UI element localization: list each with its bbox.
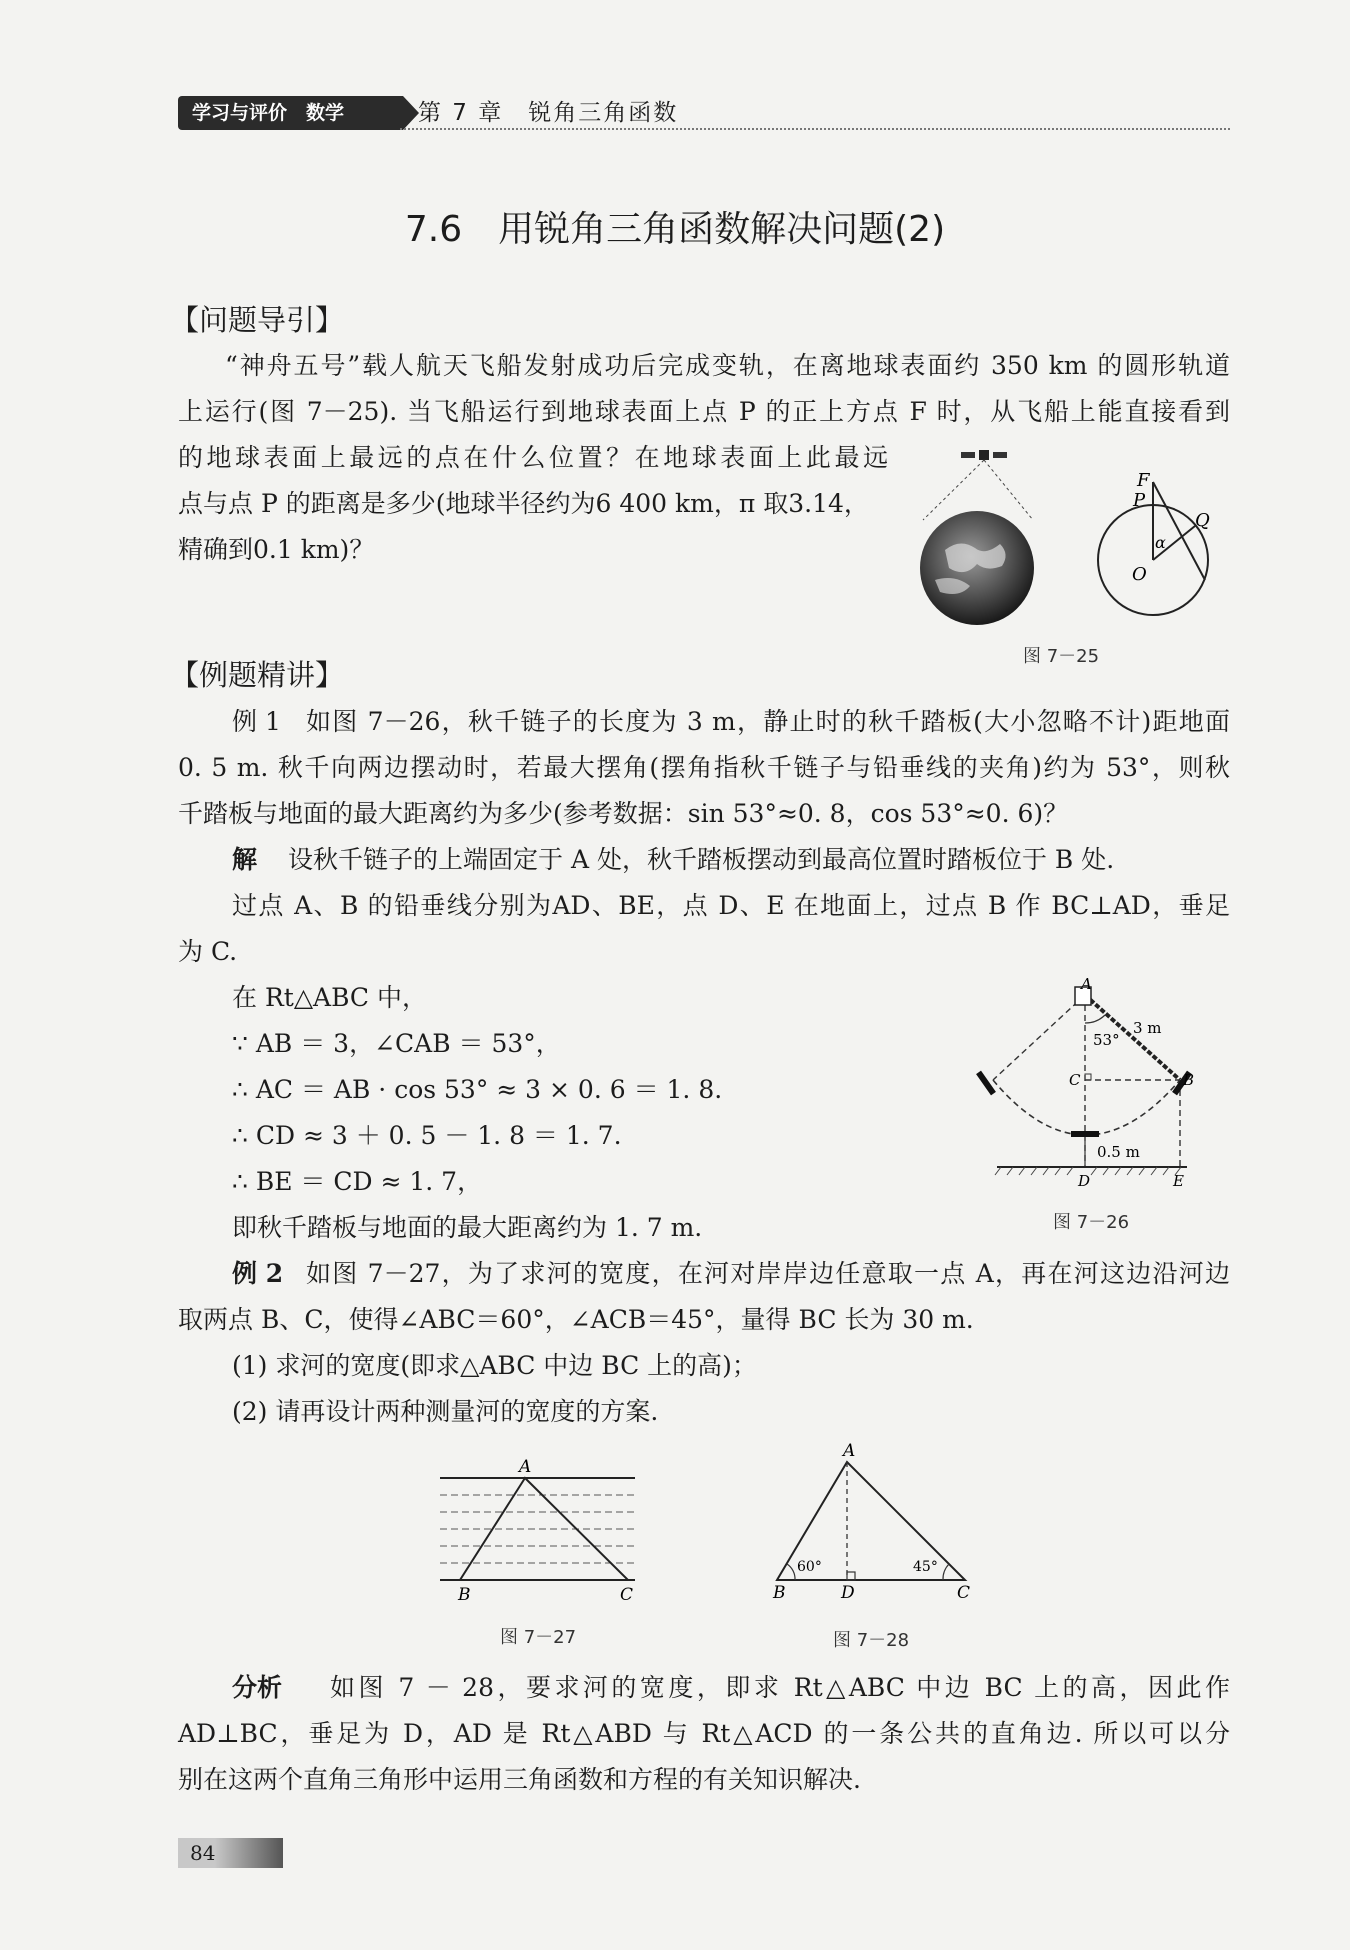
label-E: E <box>1173 1172 1184 1190</box>
header-rule <box>400 128 1230 130</box>
label-C: C <box>957 1583 971 1603</box>
intro-line-2: 上运行(图 7－25). 当飞船运行到地球表面上点 P 的正上方点 F 时，从飞船上能直接看到 <box>178 397 1230 426</box>
ex1-line-3: 千踏板与地面的最大距离约为多少(参考数据：sin 53°≈0. 8，cos 53°≈0. 6)？ <box>178 799 1069 828</box>
label-C: C <box>1069 1071 1081 1089</box>
ex2-line-1: 如图 7－27，为了求河的宽度，在河对岸岸边任意取一点 A，再在河这边沿河边 <box>306 1259 1230 1288</box>
label-F: F <box>1137 470 1150 491</box>
figure-7-25 <box>905 440 1225 630</box>
label-angle: 53° <box>1093 1031 1120 1049</box>
label-A: A <box>1081 975 1092 993</box>
analysis-line-2: AD⊥BC，垂足为 D，AD 是 Rt△ABD 与 Rt△ACD 的一条公共的直角边. 所以可以分 <box>178 1719 1230 1748</box>
page-title: 7.6 用锐角三角函数解决问题(2) <box>404 209 946 250</box>
satellite-icon <box>961 450 1007 460</box>
caption-7-26: 图 7－26 <box>1053 1212 1130 1233</box>
header-badge: 学习与评价 数学 <box>178 96 403 130</box>
label-A: A <box>843 1441 856 1461</box>
ex2-line-4: (2) 请再设计两种测量河的宽度的方案. <box>232 1397 659 1426</box>
ex1-sol-line-1: 设秋千链子的上端固定于 A 处，秋千踏板摆动到最高位置时踏板位于 B 处. <box>288 845 1115 874</box>
ex1-sol-line-6: ∴ AC ＝ AB · cos 53° ≈ 3 × 0. 6 ＝ 1. 8. <box>232 1075 723 1104</box>
header-chapter: 第 7 章 锐角三角函数 <box>418 100 679 126</box>
label-A: A <box>519 1457 532 1477</box>
intro-line-1: “神舟五号”载人航天飞船发射成功后完成变轨，在离地球表面约 350 km 的圆形轨道 <box>225 351 1230 380</box>
label-B: B <box>458 1585 471 1605</box>
analysis-line-3: 别在这两个直角三角形中运用三角函数和方程的有关知识解决. <box>178 1765 861 1794</box>
figure-7-26 <box>975 975 1200 1195</box>
label-chain: 3 m <box>1133 1019 1162 1037</box>
caption-7-25: 图 7－25 <box>1023 646 1100 667</box>
ex1-line-1: 如图 7－26，秋千链子的长度为 3 m，静止时的秋千踏板(大小忽略不计)距地面 <box>306 707 1230 736</box>
label-P: P <box>1133 490 1146 511</box>
page-number: 84 <box>178 1838 283 1868</box>
ex2-line-3: (1) 求河的宽度(即求△ABC 中边 BC 上的高)； <box>232 1351 757 1380</box>
swing-arc <box>993 1080 1180 1135</box>
ex1-sol-line-2: 过点 A、B 的铅垂线分别为AD、BE，点 D、E 在地面上，过点 B 作 BC⊥AD，垂足 <box>232 891 1230 920</box>
intro-line-4: 点与点 P 的距离是多少(地球半径约为6 400 km，π 取3.14， <box>178 489 869 518</box>
earth-image <box>920 511 1034 625</box>
examples-heading: 【例题精讲】 <box>170 658 345 692</box>
analysis-line-1: 如图 7 － 28，要求河的宽度，即求 Rt△ABC 中边 BC 上的高，因此作 <box>330 1673 1230 1702</box>
ex1-label: 例 1 <box>232 707 281 736</box>
ex1-sol-line-5: ∵ AB ＝ 3，∠CAB ＝ 53°， <box>232 1029 561 1058</box>
ex1-sol-line-9: 即秋千踏板与地面的最大距离约为 1. 7 m. <box>232 1213 703 1242</box>
figure-7-28 <box>765 1440 980 1610</box>
ex1-sol-line-8: ∴ BE ＝ CD ≈ 1. 7， <box>232 1167 483 1196</box>
label-angle-b: 60° <box>797 1559 822 1575</box>
label-angle-c: 45° <box>913 1559 938 1575</box>
ex1-line-2: 0. 5 m. 秋千向两边摆动时，若最大摆角(摆角指秋千链子与铅垂线的夹角)约为 53°，则秋 <box>178 753 1230 782</box>
label-alpha: α <box>1155 533 1166 552</box>
label-D: D <box>841 1583 855 1603</box>
label-D: D <box>1078 1172 1091 1190</box>
caption-7-28: 图 7－28 <box>833 1630 910 1651</box>
label-B: B <box>1183 1071 1195 1089</box>
analysis-label: 分析 <box>232 1673 283 1702</box>
seat-left <box>976 1071 996 1096</box>
label-B: B <box>773 1583 786 1603</box>
ex1-sol-line-7: ∴ CD ≈ 3 ＋ 0. 5 － 1. 8 ＝ 1. 7. <box>232 1121 622 1150</box>
ex2-label: 例 2 <box>232 1259 284 1288</box>
caption-7-27: 图 7－27 <box>500 1627 577 1648</box>
intro-line-5: 精确到0.1 km)？ <box>178 535 375 564</box>
label-Q: Q <box>1195 510 1210 531</box>
label-height: 0.5 m <box>1097 1143 1140 1161</box>
figure-7-27 <box>430 1450 650 1610</box>
problem-intro-heading: 【问题导引】 <box>170 303 345 337</box>
ex1-solution-label: 解 <box>232 845 258 874</box>
ex1-sol-line-3: 为 C. <box>178 937 238 966</box>
ex1-sol-line-4: 在 Rt△ABC 中， <box>232 983 428 1012</box>
seat-bottom <box>1071 1131 1099 1137</box>
label-O: O <box>1132 564 1147 585</box>
ex2-line-2: 取两点 B、C，使得∠ABC＝60°，∠ACB＝45°，量得 BC 长为 30 m. <box>178 1305 974 1334</box>
intro-line-3: 的地球表面上最远的点在什么位置？在地球表面上此最远 <box>178 443 888 472</box>
label-C: C <box>620 1585 634 1605</box>
